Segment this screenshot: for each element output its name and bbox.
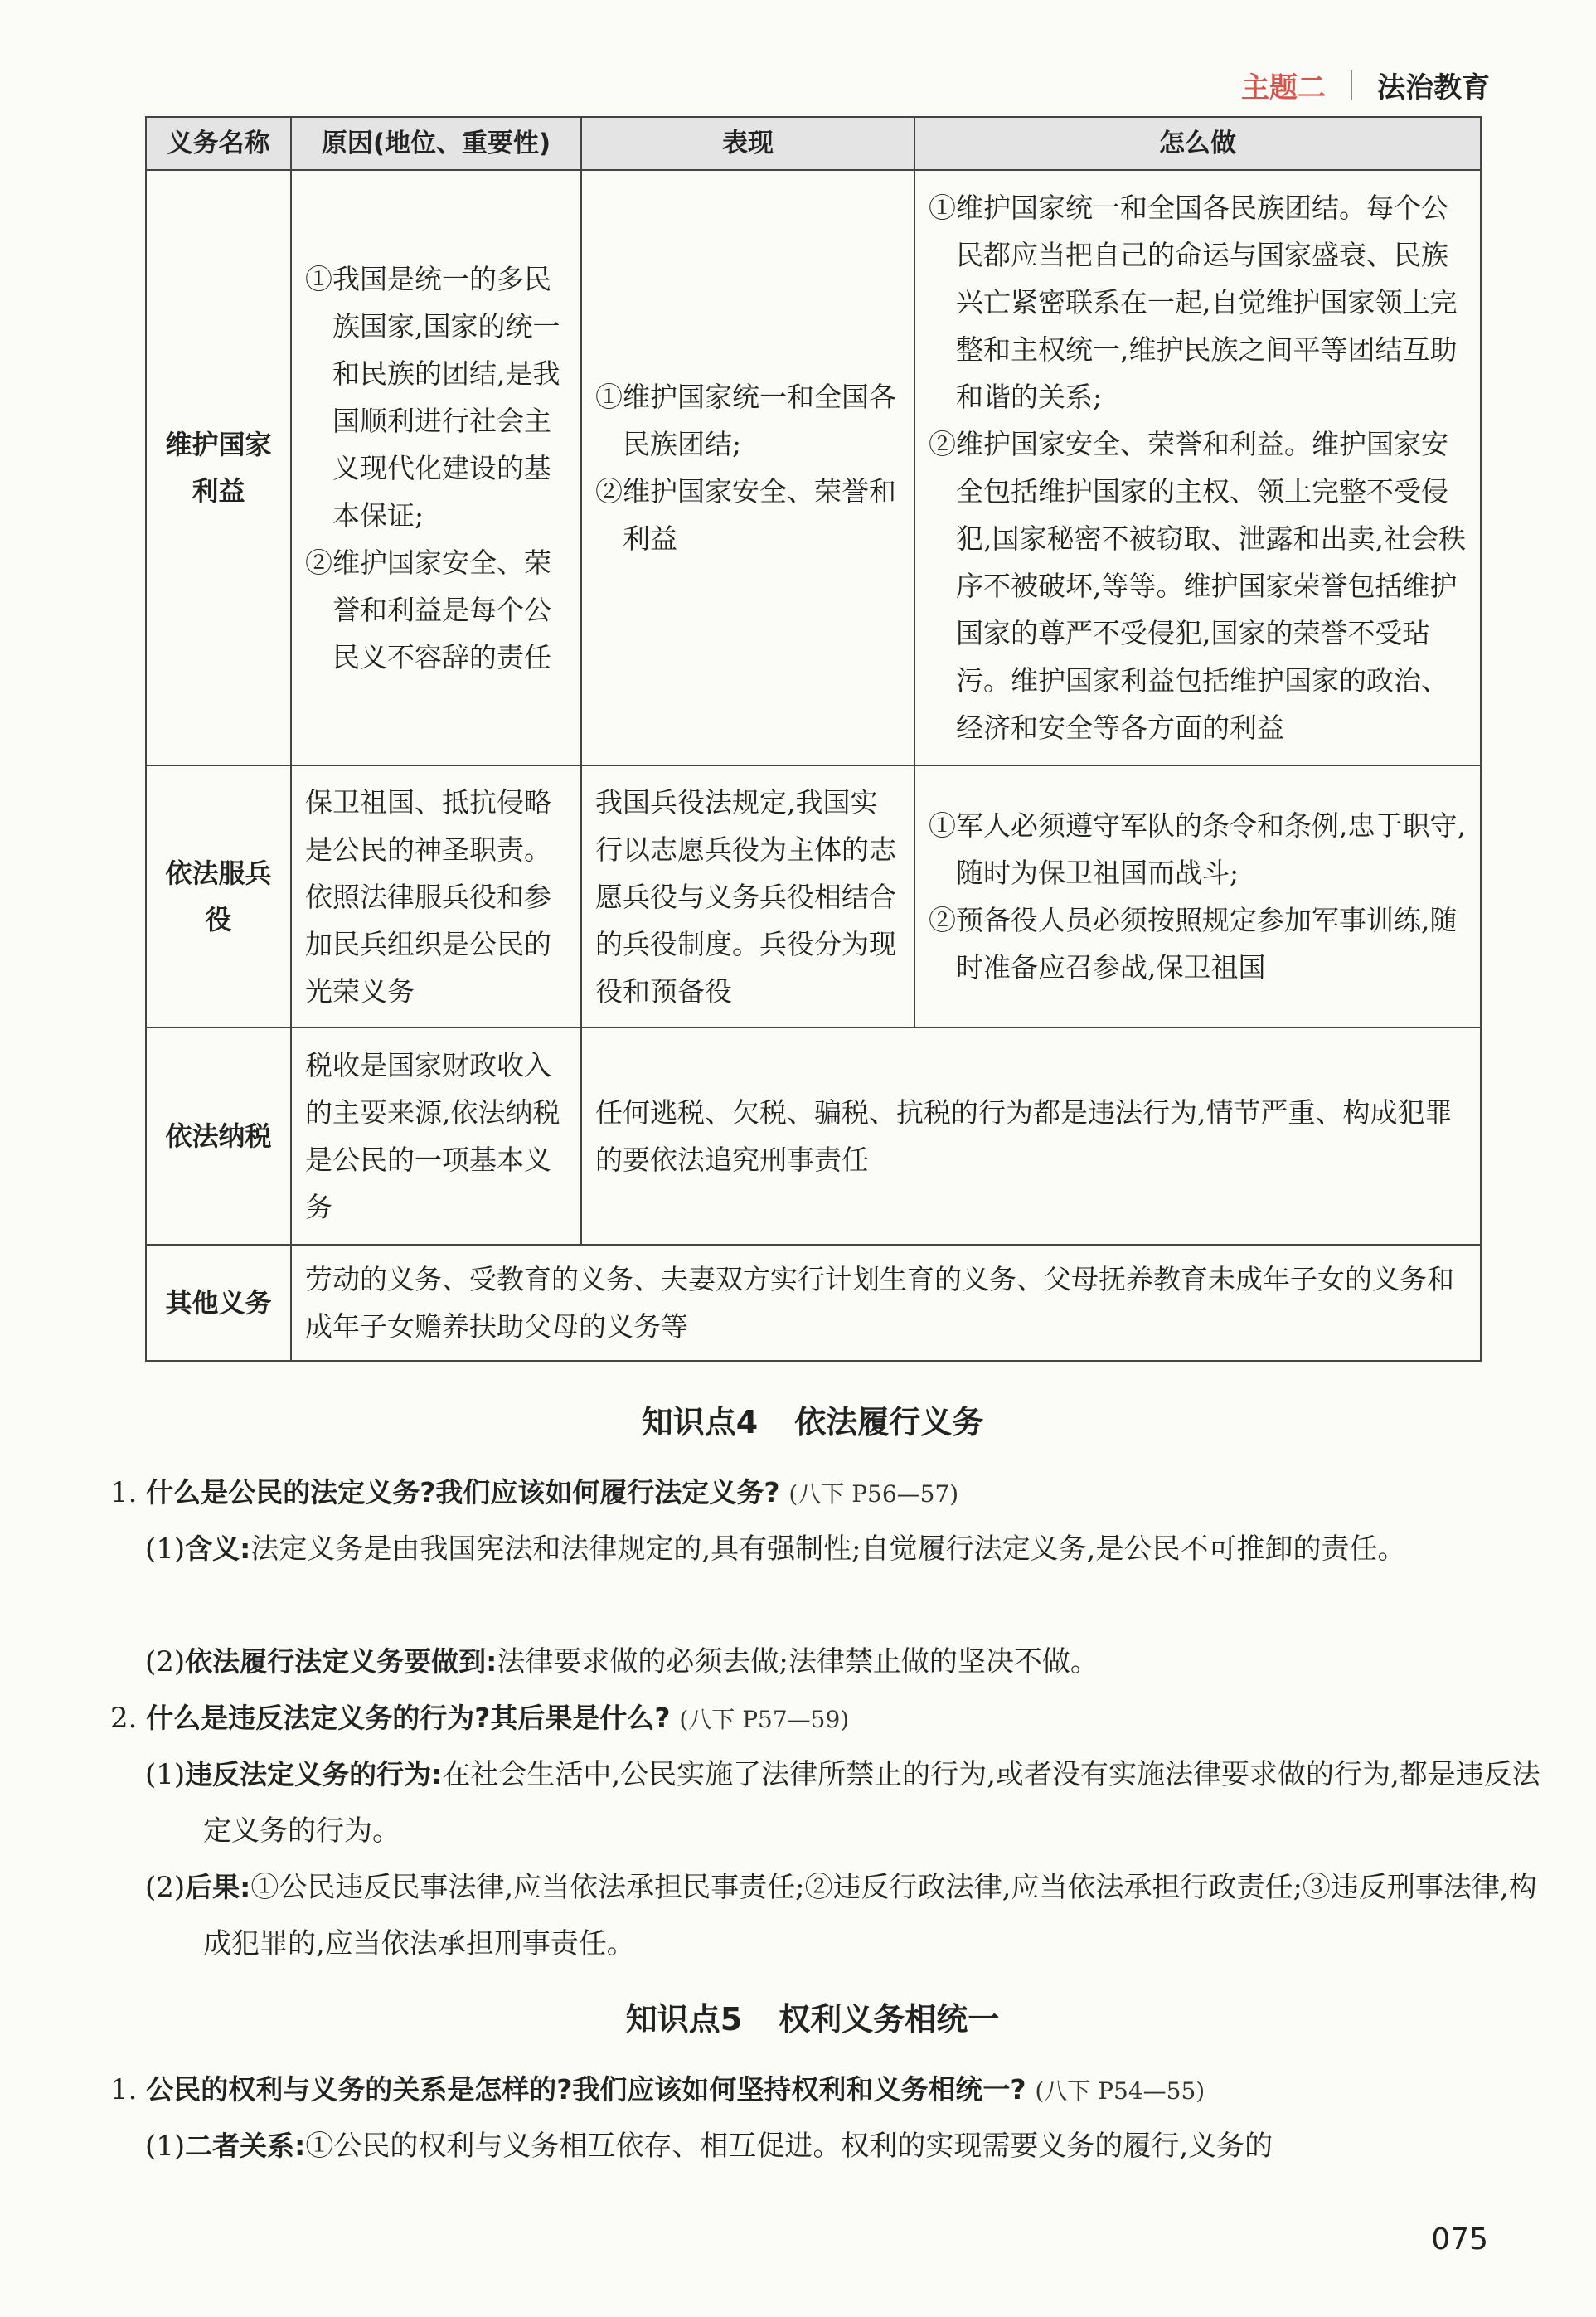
- duty-reason: 税收是国家财政收入的主要来源,依法纳税是公民的一项基本义务: [291, 1027, 581, 1245]
- duty-name: 维护国家利益: [146, 170, 291, 765]
- duty-reason: [291, 170, 581, 765]
- textbook-ref: (八下 P54—55): [1035, 2077, 1205, 2105]
- question-1: [110, 2062, 1503, 2120]
- question-1: [110, 1465, 1503, 1523]
- item-key: 依法履行法定义务要做到:: [185, 1645, 497, 1678]
- how-point: ①维护国家统一和全国各民族团结。每个公民都应当把自己的命运与国家盛衰、民族兴亡紧密联系在一起,自觉维护国家领土完整和主权统一,维护民族之间平等团结互助和谐的关系;: [929, 192, 1458, 413]
- textbook-ref: (八下 P57—59): [679, 1706, 850, 1733]
- item-key: 含义:: [185, 1533, 251, 1565]
- duty-merged-content: 任何逃税、欠税、骗税、抗税的行为都是违法行为,情节严重、构成犯罪的要依法追究刑事责任: [581, 1027, 1481, 1245]
- table-row: [146, 1027, 1481, 1245]
- section-title-kp4: [145, 1397, 1480, 1442]
- duty-performance: [581, 170, 914, 765]
- question-text: 什么是公民的法定义务?我们应该如何履行法定义务?: [146, 1476, 780, 1508]
- duty-performance: 我国兵役法规定,我国实行以志愿兵役为主体的志愿兵役与义务兵役相结合的兵役制度。兵役分为现役和预备役: [581, 765, 914, 1027]
- col-header-performance: 表现: [581, 117, 914, 170]
- how-point: ②维护国家安全、荣誉和利益。维护国家安全包括维护国家的主权、领土完整不受侵犯,国家秘密不被窃取、泄露和出卖,社会秩序不被破坏,等等。维护国家荣誉包括维护国家的尊严不受侵犯,国家的荣誉不受玷污。维护国家利益包括维护国家的政治、经济和安全等各方面的利益: [929, 428, 1466, 744]
- item-number: (2): [145, 1645, 186, 1678]
- item-number: (1): [145, 1758, 186, 1791]
- page-number: 075: [1431, 2222, 1488, 2256]
- item-number: (1): [145, 2130, 186, 2163]
- reason-point: ②维护国家安全、荣誉和利益是每个公民义不容辞的责任: [305, 546, 551, 673]
- table-row: [146, 170, 1481, 765]
- section-title-kp5: [145, 1994, 1480, 2039]
- duty-reason: 保卫祖国、抵抗侵略是公民的神圣职责。依照法律服兵役和参加民兵组织是公民的光荣义务: [291, 765, 581, 1027]
- duty-name: 依法服兵役: [146, 765, 291, 1027]
- col-header-name: 义务名称: [146, 117, 291, 170]
- table-header-row: [146, 117, 1481, 170]
- running-header: [1241, 65, 1490, 105]
- item-text: 法定义务是由我国宪法和法律规定的,具有强制性;自觉履行法定义务,是公民不可推卸的责任。: [250, 1533, 1406, 1566]
- section-heading: 依法履行义务: [794, 1404, 984, 1440]
- col-header-how: 怎么做: [914, 117, 1481, 170]
- header-divider: [1351, 70, 1352, 100]
- question-label: 2.: [110, 1702, 138, 1735]
- item-key: 二者关系:: [185, 2130, 306, 2162]
- duty-name: 依法纳税: [146, 1027, 291, 1245]
- header-topic: 主题二: [1241, 71, 1326, 104]
- answer-item: [145, 1859, 1546, 1972]
- section-number: 知识点4: [641, 1404, 759, 1440]
- question-label: 1.: [110, 1476, 138, 1509]
- question-text: 什么是违反法定义务的行为?其后果是什么?: [146, 1702, 671, 1734]
- how-point: ①军人必须遵守军队的条令和条例,忠于职守,随时为保卫祖国而战斗;: [929, 809, 1466, 889]
- question-text: 公民的权利与义务的关系是怎样的?我们应该如何坚持权利和义务相统一?: [146, 2073, 1026, 2106]
- item-number: (1): [145, 1533, 186, 1566]
- col-header-reason: 原因(地位、重要性): [291, 117, 581, 170]
- how-point: ②预备役人员必须按照规定参加军事训练,随时准备应召参战,保卫祖国: [929, 904, 1458, 984]
- reason-point: ①我国是统一的多民族国家,国家的统一和民族的团结,是我国顺利进行社会主义现代化建设的基本保证;: [305, 262, 560, 532]
- header-title: 法治教育: [1377, 71, 1490, 104]
- textbook-ref: (八下 P56—57): [788, 1480, 959, 1508]
- duty-how: [914, 170, 1481, 765]
- item-key: 后果:: [185, 1871, 251, 1903]
- duty-how: [914, 765, 1481, 1027]
- answer-item: [145, 2118, 1546, 2174]
- section-heading: 权利义务相统一: [779, 2001, 1000, 2038]
- question-label: 1.: [110, 2073, 138, 2106]
- answer-item: [145, 1521, 1546, 1577]
- duty-name: 其他义务: [146, 1245, 291, 1361]
- item-text: 在社会生活中,公民实施了法律所禁止的行为,或者没有实施法律要求做的行为,都是违反法定义务的行为。: [203, 1758, 1540, 1848]
- performance-point: ②维护国家安全、荣誉和利益: [595, 475, 896, 555]
- item-key: 违反法定义务的行为:: [185, 1758, 443, 1790]
- item-text: ①公民的权利与义务相互依存、相互促进。权利的实现需要义务的履行,义务的: [305, 2130, 1273, 2163]
- table-row: [146, 1245, 1481, 1361]
- item-text: 法律要求做的必须去做;法律禁止做的坚决不做。: [497, 1645, 1099, 1678]
- item-text: ①公民违反民事法律,应当依法承担民事责任;②违反行政法律,应当依法承担行政责任;③违反刑事法律,构成犯罪的,应当依法承担刑事责任。: [203, 1871, 1537, 1960]
- answer-item: [145, 1746, 1546, 1859]
- duty-merged-content: 劳动的义务、受教育的义务、夫妻双方实行计划生育的义务、父母抚养教育未成年子女的义务和成年子女赡养扶助父母的义务等: [291, 1245, 1481, 1361]
- question-2: [110, 1690, 1503, 1748]
- table-row: [146, 765, 1481, 1027]
- item-number: (2): [145, 1871, 186, 1904]
- section-number: 知识点5: [625, 2001, 743, 2038]
- duties-table: [145, 116, 1482, 1362]
- performance-point: ①维护国家统一和全国各民族团结;: [595, 381, 896, 460]
- answer-item: [145, 1634, 1546, 1690]
